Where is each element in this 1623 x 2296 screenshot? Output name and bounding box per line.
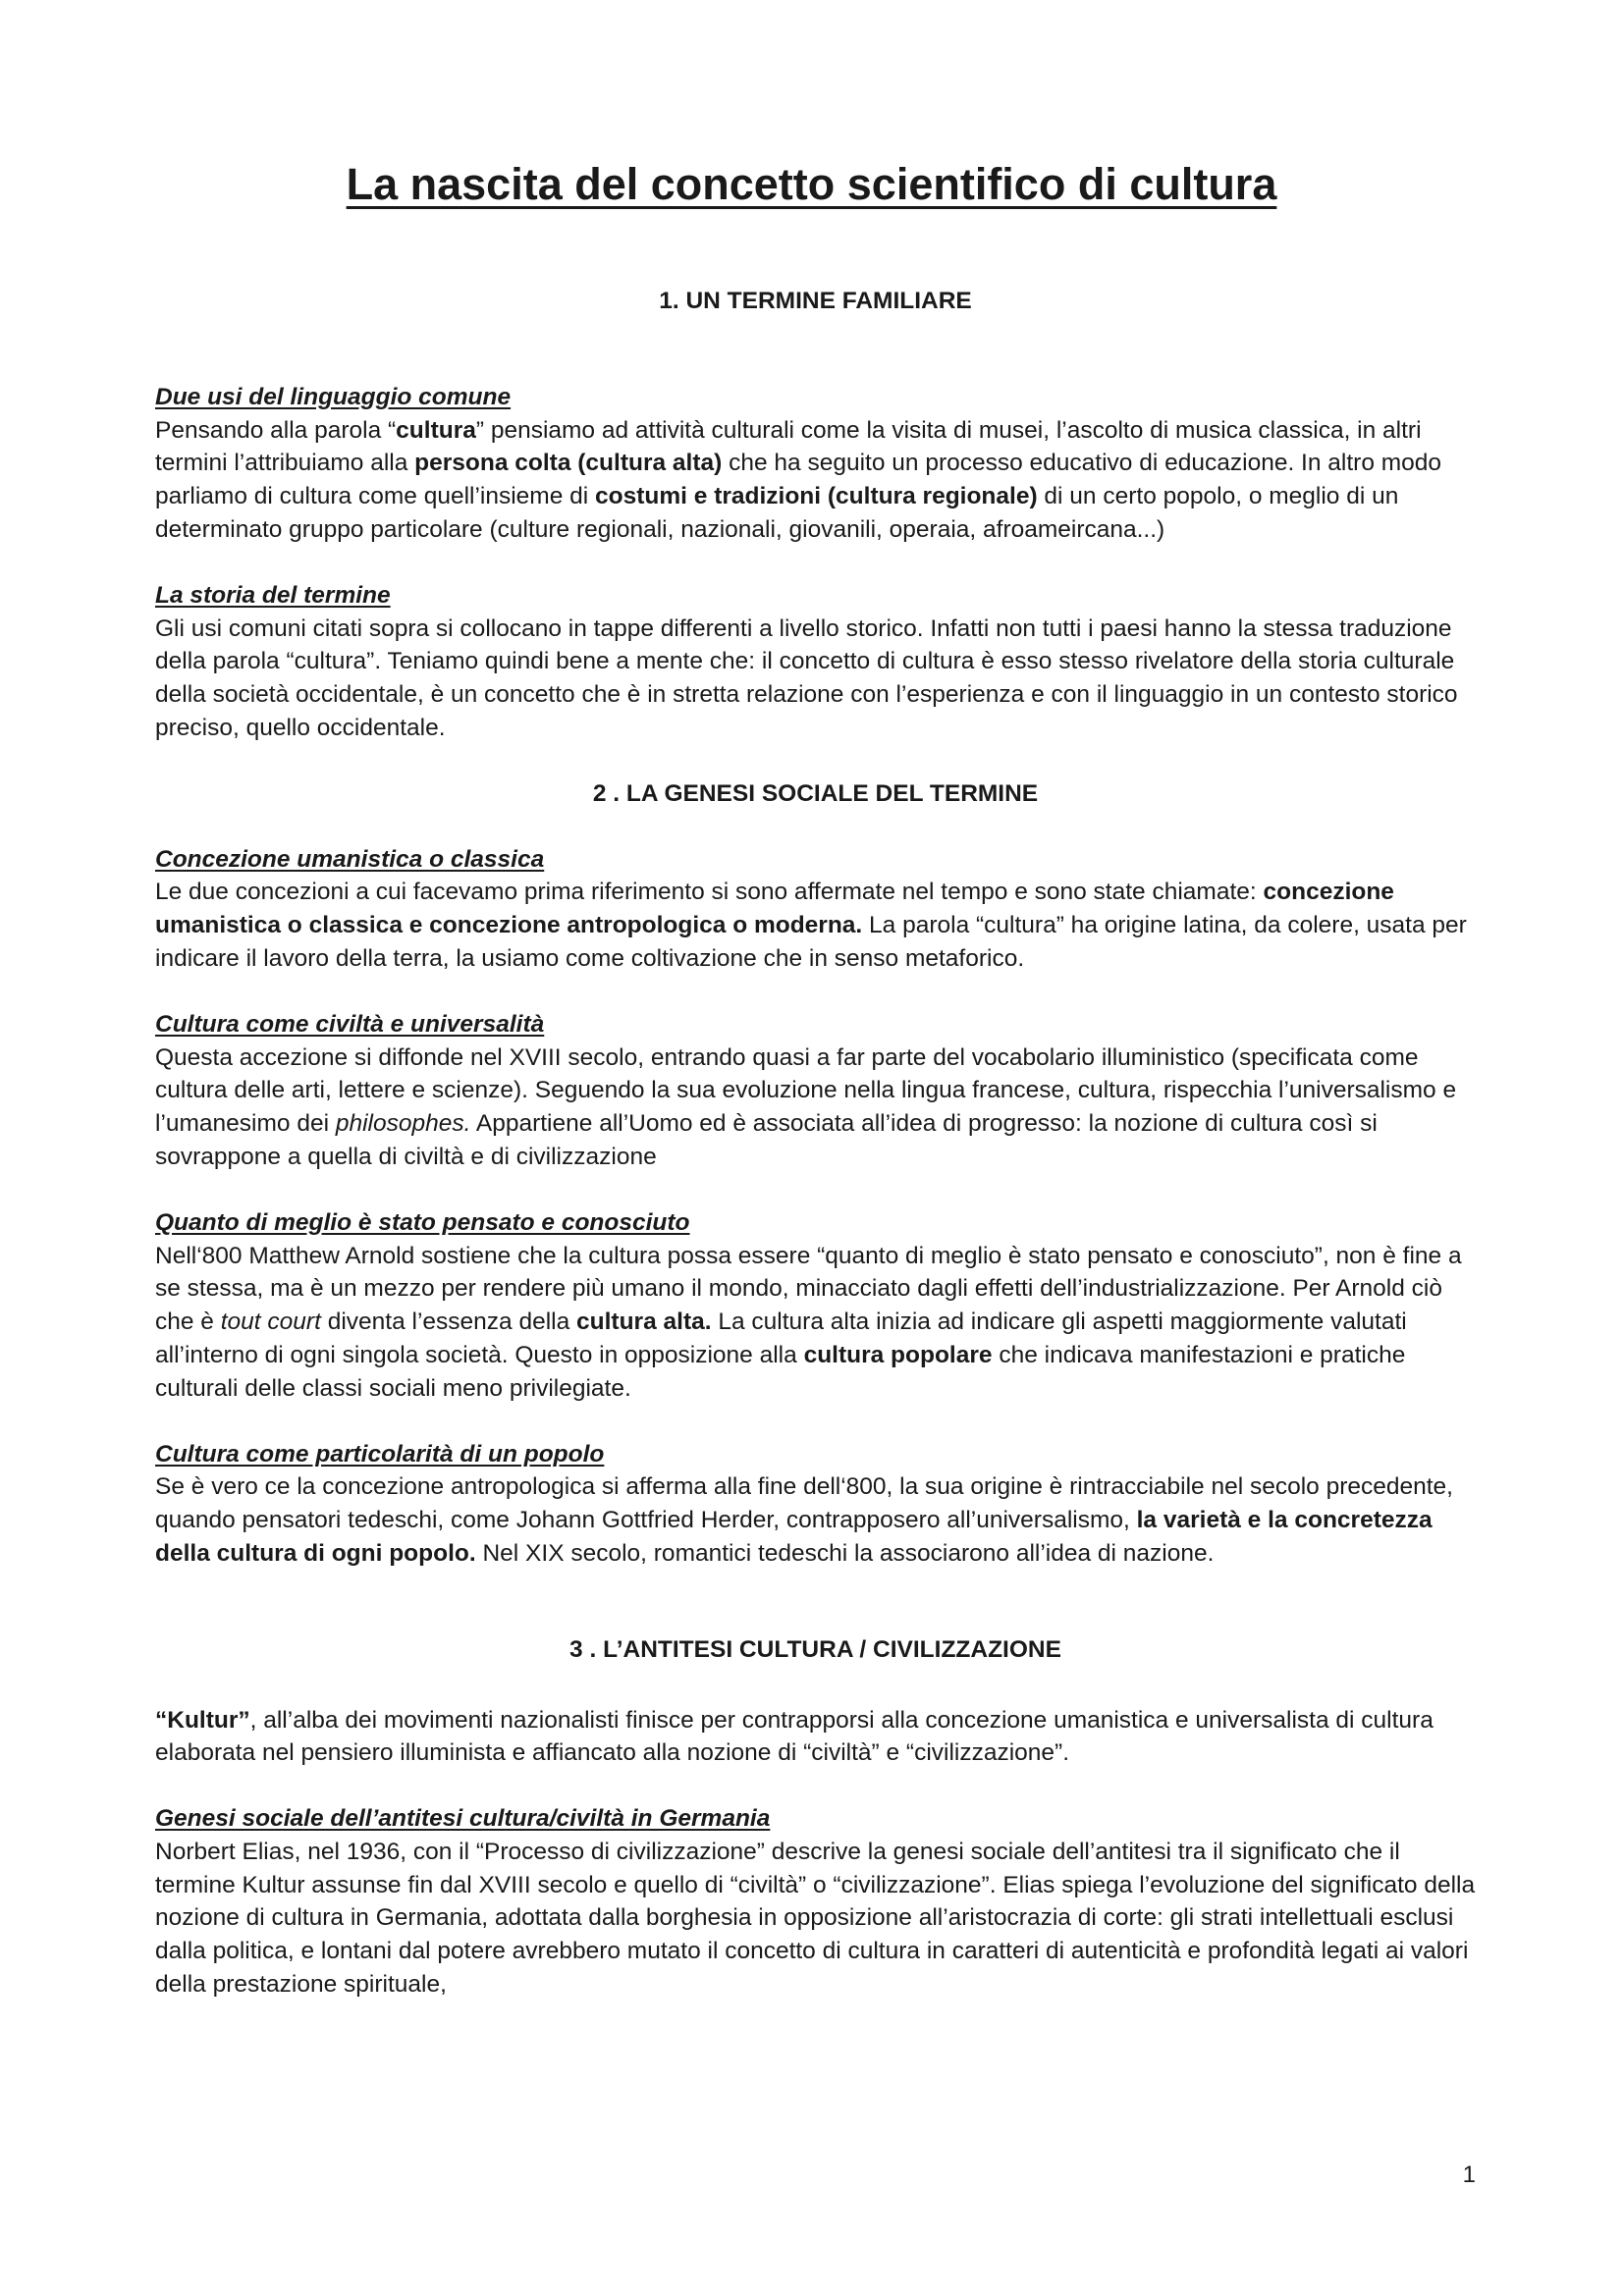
page-number: 1 [1462,2162,1476,2188]
subheading-quanto-di-meglio: Quanto di meglio è stato pensato e conosciuto [155,1208,690,1236]
section-1-heading: 1. UN TERMINE FAMILIARE [659,288,972,314]
section-2-heading: 2 . LA GENESI SOCIALE DEL TERMINE [592,779,1039,807]
subheading-concezione-umanistica: Concezione umanistica o classica [155,845,545,873]
paragraph-kultur-intro: “Kultur”, all’alba dei movimenti nazionalisti finisce per contrapporsi alla concezione umanistica e universalista di cultura elaborata nel pensiero illuminista e affiancato alla nozione di “civiltà” e “civilizzazione”. [155,1706,1434,1767]
paragraph-particolarita-popolo: Se è vero ce la concezione antropologica si afferma alla fine dell‘800, la sua origine è rintracciabile nel secolo precedente, quando pensatori tedeschi, come Johann Gottfried Herder, contrapposero all’universalismo, la varietà e la concretezza della cultura di ogni popolo. Nel XIX secolo, romantici tedeschi la associarono all’idea di nazione. [155,1473,1453,1567]
document-title: La nascita del concetto scientifico di cultura [346,159,1277,209]
paragraph-genesi-germania: Norbert Elias, nel 1936, con il “Processo di civilizzazione” descrive la genesi sociale dell’antitesi tra il significato che il termine Kultur assunse fin dal XVIII secolo e quello di “civiltà” o “civilizzazione”. Elias spiega l’evoluzione del significato della nozione di cultura in Germania, adottata dalla borghesia in opposizione all’aristocrazia di corte: gli strati intellettuali esclusi dalla politica, e lontani dal potere avrebbero mutato il concetto di cultura in caratteri di autenticità e profondità legati ai valori della prestazione spirituale, [155,1838,1476,1999]
paragraph-storia-termine: Gli usi comuni citati sopra si collocano in tappe differenti a livello storico. Infatti non tutti i paesi hanno la stessa traduzione della parola “cultura”. Teniamo quindi bene a mente che: il concetto di cultura è esso stesso rivelatore della storia culturale della società occidentale, è un concetto che è in stretta relazione con l’esperienza e con il linguaggio in un contesto storico preciso, quello occidentale. [155,614,1458,741]
subheading-particolarita-popolo: Cultura come particolarità di un popolo [155,1440,605,1468]
paragraph-concezione-umanistica: Le due concezioni a cui facevamo prima riferimento si sono affermate nel tempo e sono state chiamate: concezione umanistica o classica e concezione antropologica o moderna. La parola “cultura” ha origine latina, da colere, usata per indicare il lavoro della terra, la usiamo come coltivazione che in senso metaforico. [155,879,1467,972]
subheading-storia-termine: La storia del termine [155,581,391,609]
document-body [155,285,1476,2002]
section-3-heading: 3 . L’ANTITESI CULTURA / CIVILIZZAZIONE [569,1635,1061,1663]
subheading-due-usi: Due usi del linguaggio comune [155,383,512,410]
paragraph-civilta-universalita: Questa accezione si diffonde nel XVIII secolo, entrando quasi a far parte del vocabolario illuministico (specificata come cultura delle arti, lettere e scienze). Seguendo la sua evoluzione nella lingua francese, cultura, rispecchia l’universalismo e l’umanesimo dei philosophes. Appartiene all’Uomo ed è associata all’idea di progresso: la nozione di cultura così si sovrappone a quella di civiltà e di civilizzazione [155,1043,1457,1170]
paragraph-due-usi: Pensando alla parola “cultura” pensiamo ad attività culturali come la visita di musei, l’ascolto di musica classica, in altri termini l’attribuiamo alla persona colta (cultura alta) che ha seguito un processo educativo di educazione. In altro modo parliamo di cultura come quell’insieme di costumi e tradizioni (cultura regionale) di un certo popolo, o meglio di un determinato gruppo particolare (culture regionali, nazionali, giovanili, operaia, afroameircana...) [155,416,1442,543]
paragraph-quanto-di-meglio: Nell‘800 Matthew Arnold sostiene che la cultura possa essere “quanto di meglio è stato pensato e conosciuto”, non è fine a se stessa, ma è un mezzo per rendere più umano il mondo, minacciato dagli effetti dell’industrializzazione. Per Arnold ciò che è tout court diventa l’essenza della cultura alta. La cultura alta inizia ad indicare gli aspetti maggiormente valutati all’interno di ogni singola società. Questo in opposizione alla cultura popolare che indicava manifestazioni e pratiche culturali delle classi sociali meno privilegiate. [155,1242,1462,1402]
subheading-genesi-germania: Genesi sociale dell’antitesi cultura/civiltà in Germania [155,1805,771,1833]
subheading-civilta-universalita: Cultura come civiltà e universalità [155,1010,545,1038]
